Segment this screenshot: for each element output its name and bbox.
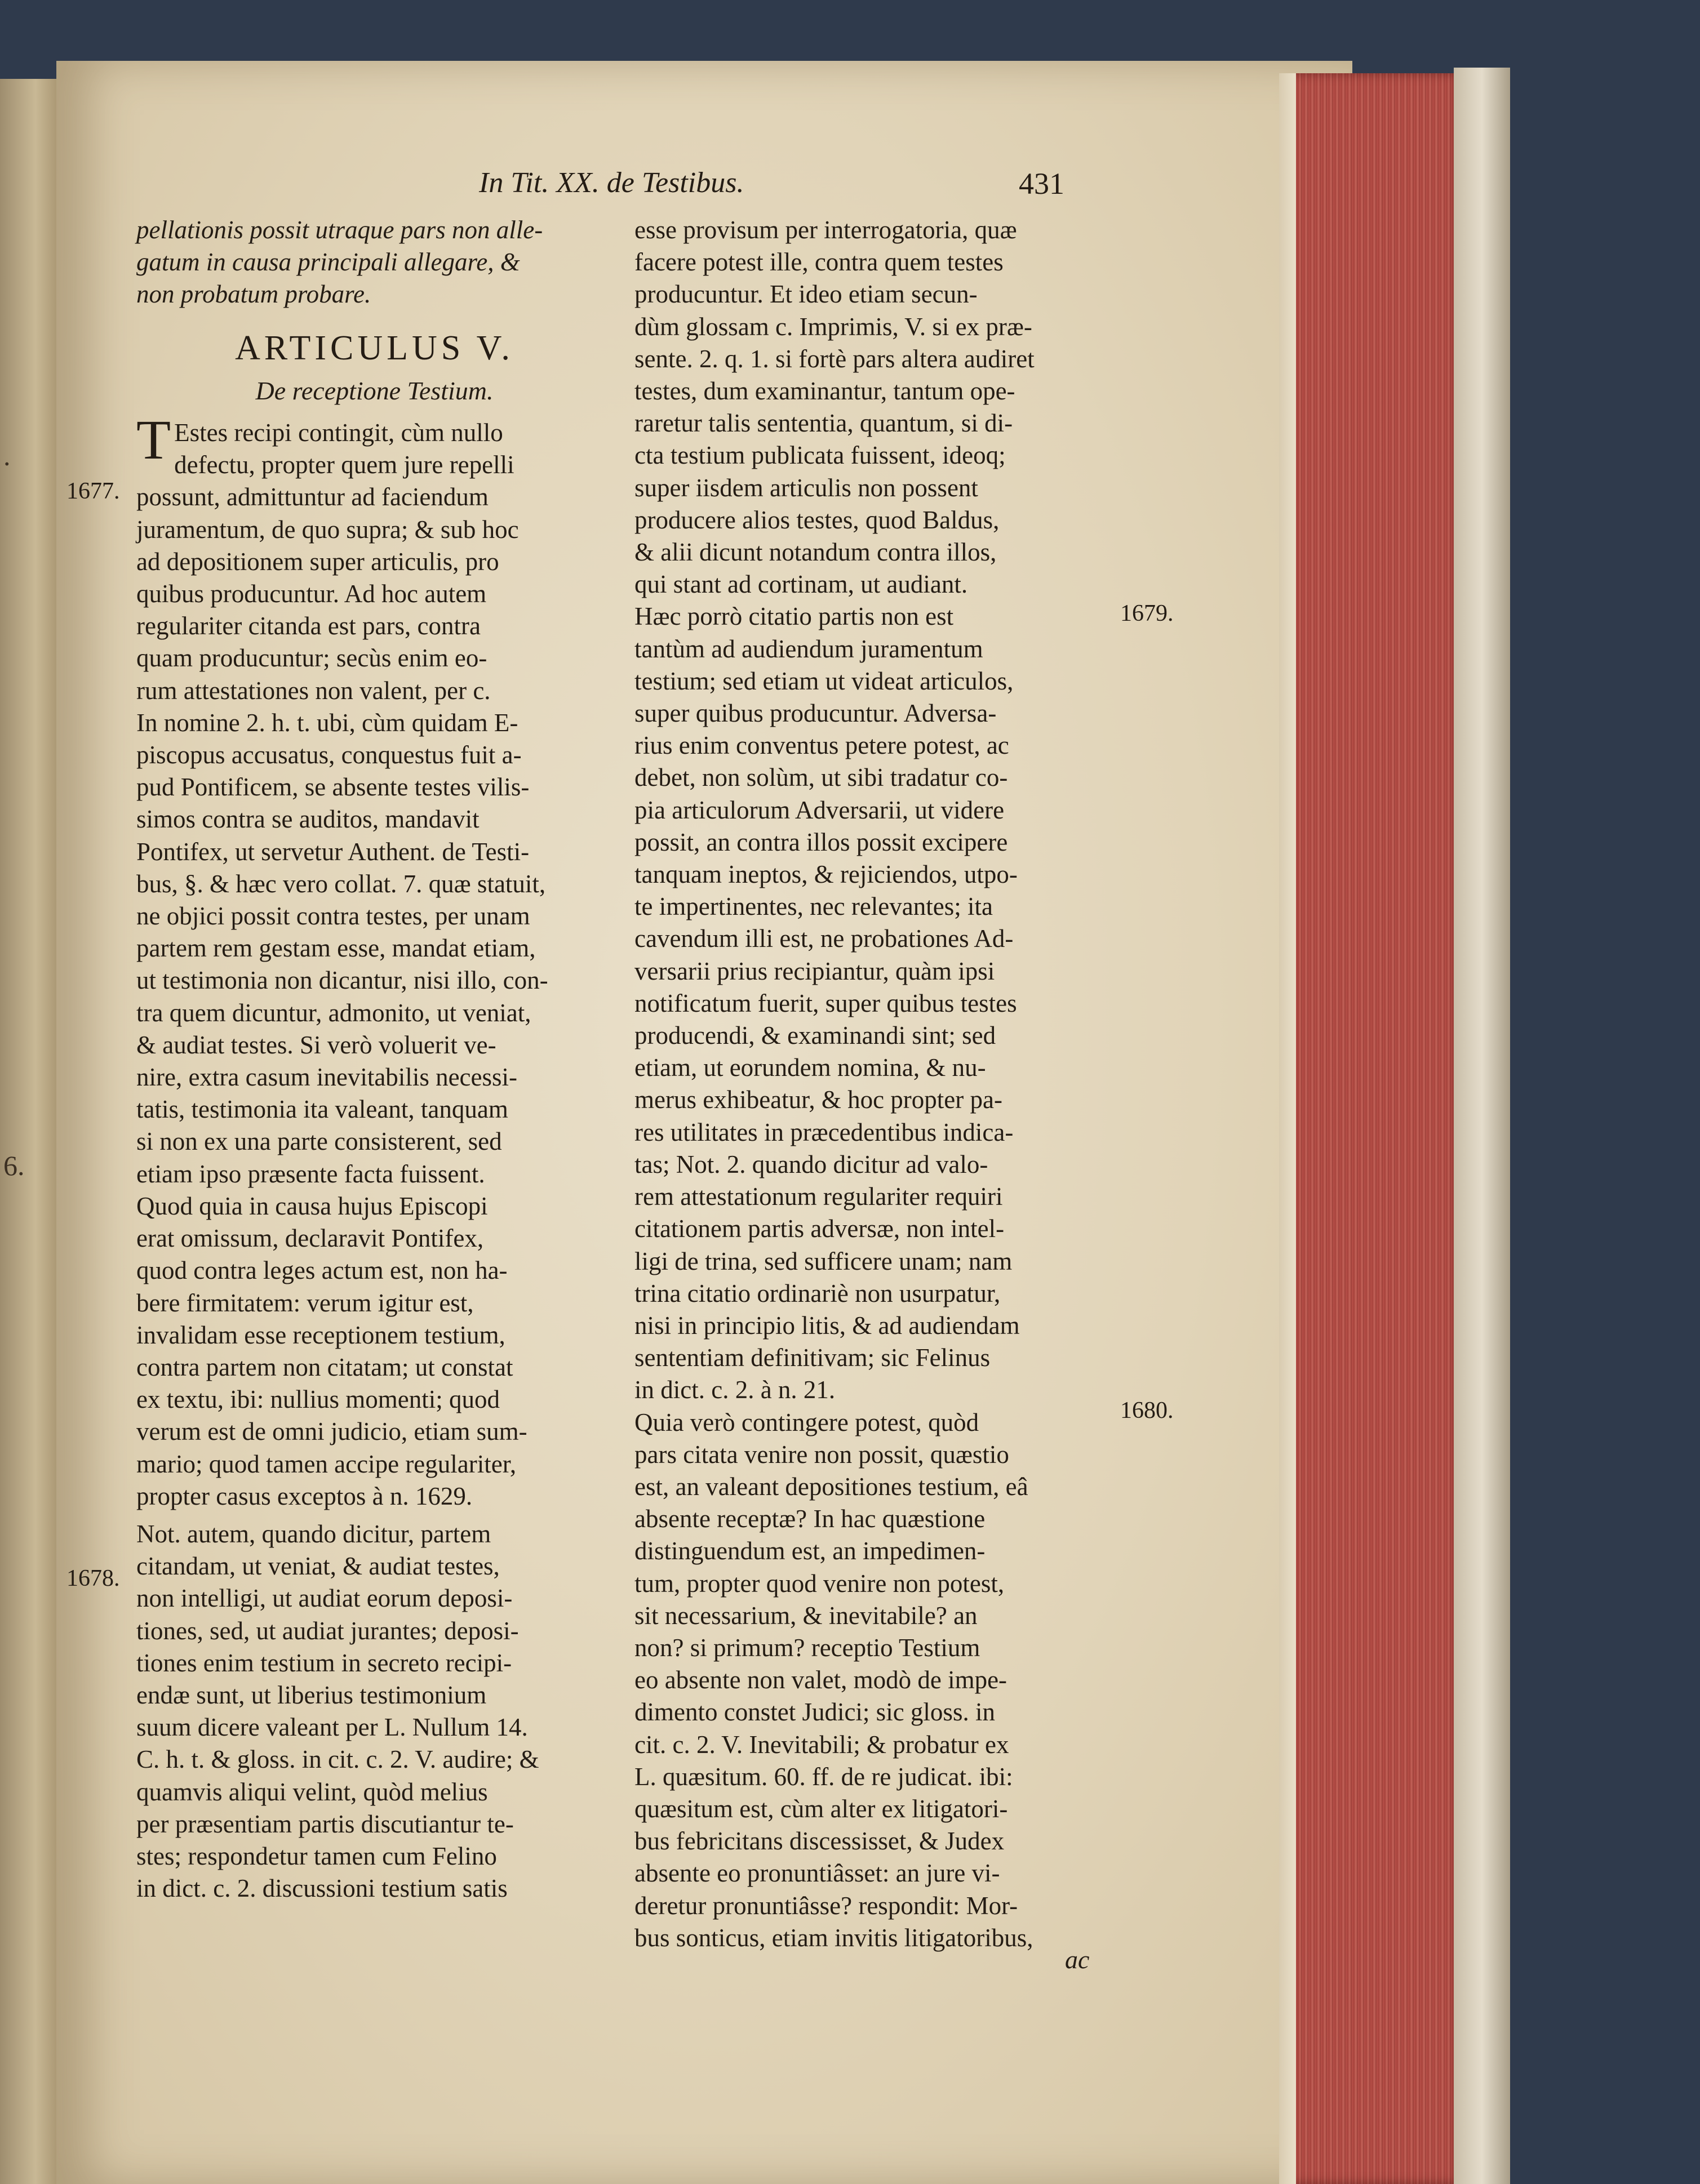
- text-line: simos contra se auditos, mandavit: [136, 805, 480, 834]
- text-line: absente eo pronuntiâsset: an jure vi-: [634, 1859, 1000, 1888]
- text-line: producere alios testes, quod Baldus,: [634, 505, 1000, 534]
- text-line: pellationis possit utraque pars non alle-: [136, 216, 543, 244]
- text-line: verum est de omni judicio, etiam sum-: [136, 1417, 527, 1446]
- text-line: quibus producuntur. Ad hoc autem: [136, 580, 487, 608]
- text-line: invalidam esse receptionem testium,: [136, 1320, 505, 1349]
- right-text-column: [634, 214, 1113, 1954]
- text-line: propter casus exceptos à n. 1629.: [136, 1482, 473, 1510]
- article-heading: ARTICULUS V.: [235, 328, 514, 367]
- text-line: tra quem dicuntur, admonito, ut veniat,: [136, 998, 531, 1027]
- text-line: bere firmitatem: verum igitur est,: [136, 1288, 474, 1317]
- drop-cap: T: [136, 408, 171, 472]
- text-line: L. quæsitum. 60. ff. de re judicat. ibi:: [634, 1762, 1013, 1791]
- text-line: sententiam definitivam; sic Felinus: [634, 1344, 991, 1372]
- verso-fragment: 6.: [3, 1150, 25, 1181]
- running-title: In Tit. XX. de Testibus.: [479, 167, 744, 199]
- text-line: etiam ipso præsente facta fuissent.: [136, 1159, 485, 1188]
- text-line: res utilitates in præcedentibus indica-: [634, 1118, 1014, 1146]
- text-line: bus sonticus, etiam invitis litigatoribus,: [634, 1923, 1033, 1952]
- text-line: testium; sed etiam ut videat articulos,: [634, 666, 1014, 695]
- text-line: in dict. c. 2. discussioni testium satis: [136, 1874, 508, 1903]
- text-line: mario; quod tamen accipe regulariter,: [136, 1449, 517, 1478]
- text-line: non intelligi, ut audiat eorum deposi-: [136, 1584, 513, 1613]
- text-line: piscopus accusatus, conquestus fuit a-: [136, 741, 522, 769]
- text-line: ne objici possit contra testes, per unam: [136, 902, 530, 931]
- left-text-column: [136, 214, 612, 1905]
- text-line: In nomine 2. h. t. ubi, cùm quidam E-: [136, 708, 518, 737]
- text-line: absente receptæ? In hac quæstione: [634, 1505, 986, 1533]
- text-line: tantùm ad audiendum juramentum: [634, 634, 983, 663]
- text-line: Quia verò contingere potest, quòd: [634, 1408, 979, 1436]
- article-subheading: De receptione Testium.: [255, 376, 494, 405]
- text-line: gatum in causa principali allegare, &: [136, 248, 520, 277]
- text-line: Pontifex, ut servetur Authent. de Testi-: [136, 837, 530, 866]
- text-line: si non ex una parte consisterent, sed: [136, 1127, 502, 1156]
- catchword: ac: [1065, 1945, 1090, 1974]
- text-line: esse provisum per interrogatoria, quæ: [634, 216, 1017, 244]
- text-line: notificatum fuerit, super quibus testes: [634, 989, 1017, 1017]
- text-line: tiones, sed, ut audiat jurantes; deposi-: [136, 1616, 519, 1645]
- red-fore-edge: [1296, 73, 1465, 2184]
- text-line: per præsentiam partis discutiantur te-: [136, 1809, 514, 1838]
- text-line: dimento constet Judici; sic gloss. in: [634, 1698, 995, 1727]
- text-line: pars citata venire non possit, quæstio: [634, 1440, 1009, 1469]
- text-line: quam producuntur; secùs enim eo-: [136, 644, 487, 673]
- text-line: tatis, testimonia ita valeant, tanquam: [136, 1095, 508, 1124]
- text-line: versarii prius recipiantur, quàm ipsi: [634, 957, 995, 985]
- text-line: C. h. t. & gloss. in cit. c. 2. V. audire; &: [136, 1745, 539, 1774]
- text-line: cit. c. 2. V. Inevitabili; & probatur ex: [634, 1730, 1009, 1759]
- text-line: sit necessarium, & inevitabile? an: [634, 1601, 978, 1630]
- text-line: etiam, ut eorundem nomina, & nu-: [634, 1053, 986, 1082]
- text-line: rum attestationes non valent, per c.: [136, 676, 491, 705]
- margin-number: 1679.: [1120, 601, 1174, 626]
- margin-number: 1680.: [1120, 1398, 1174, 1424]
- text-line: sente. 2. q. 1. si fortè pars altera audiret: [634, 344, 1035, 373]
- text-line: non probatum probare.: [136, 280, 371, 309]
- text-line: raretur talis sententia, quantum, si di-: [634, 409, 1013, 438]
- text-line: est, an valeant depositiones testium, eâ: [634, 1472, 1028, 1501]
- text-line: cavendum illi est, ne probationes Ad-: [634, 924, 1014, 953]
- text-line: pud Pontificem, se absente testes vilis-: [136, 773, 530, 802]
- text-line: Estes recipi contingit, cùm nullo: [174, 419, 503, 447]
- text-line: dùm glossam c. Imprimis, V. si ex præ-: [634, 312, 1032, 341]
- text-line: citationem partis adversæ, non intel-: [634, 1215, 1005, 1243]
- text-line: quamvis aliqui velint, quòd melius: [136, 1777, 488, 1806]
- text-line: possunt, admittuntur ad faciendum: [136, 483, 489, 511]
- paragraph: [634, 601, 1113, 1406]
- text-line: pia articulorum Adversarii, ut videre: [634, 795, 1005, 824]
- text-line: rius enim conventus petere potest, ac: [634, 731, 1009, 760]
- verso-fragment: .: [3, 440, 11, 472]
- text-line: ad depositionem super articulis, pro: [136, 547, 499, 576]
- paragraph-lines: [136, 408, 612, 1513]
- text-line: testes, dum examinantur, tantum ope-: [634, 377, 1015, 406]
- paragraph: [136, 1518, 612, 1905]
- text-line: stes; respondetur tamen cum Felino: [136, 1842, 497, 1870]
- text-line: rem attestationum regulariter requiri: [634, 1182, 1003, 1211]
- text-line: regulariter citanda est pars, contra: [136, 612, 481, 640]
- text-line: tas; Not. 2. quando dicitur ad valo-: [634, 1150, 988, 1178]
- text-line: nisi in principio litis, & ad audiendam: [634, 1311, 1020, 1340]
- paragraph: [634, 214, 1113, 601]
- text-line: possit, an contra illos possit excipere: [634, 828, 1008, 856]
- text-line: eo absente non valet, modò de impe-: [634, 1666, 1007, 1694]
- paragraph: [136, 408, 612, 1513]
- text-line: quod contra leges actum est, non ha-: [136, 1256, 508, 1285]
- text-line: qui stant ad cortinam, ut audiant.: [634, 570, 968, 599]
- text-line: endæ sunt, ut liberius testimonium: [136, 1680, 487, 1709]
- text-line: Quod quia in causa hujus Episcopi: [136, 1191, 488, 1220]
- text-line: ex textu, ibi: nullius momenti; quod: [136, 1385, 500, 1414]
- text-line: merus exhibeatur, & hoc propter pa-: [634, 1086, 1002, 1114]
- text-line: ligi de trina, sed sufficere unam; nam: [634, 1247, 1013, 1275]
- text-line: partem rem gestam esse, mandat etiam,: [136, 934, 536, 963]
- text-line: te impertinentes, nec relevantes; ita: [634, 892, 993, 921]
- text-line: non? si primum? receptio Testium: [634, 1633, 980, 1662]
- text-line: ut testimonia non dicantur, nisi illo, con-: [136, 966, 548, 995]
- text-line: tum, propter quod venire non potest,: [634, 1569, 1005, 1598]
- page-number: 431: [1019, 167, 1064, 201]
- text-line: bus febricitans discessisset, & Judex: [634, 1827, 1005, 1856]
- text-line: & audiat testes. Si verò voluerit ve-: [136, 1030, 496, 1059]
- text-line: facere potest ille, contra quem testes: [634, 248, 1004, 277]
- text-line: super quibus producuntur. Adversa-: [634, 699, 997, 728]
- text-line: producendi, & examinandi sint; sed: [634, 1021, 996, 1050]
- text-line: quæsitum est, cùm alter ex litigatori-: [634, 1794, 1008, 1823]
- text-line: trina citatio ordinariè non usurpatur,: [634, 1279, 1001, 1307]
- text-line: bus, §. & hæc vero collat. 7. quæ statuit,: [136, 869, 546, 898]
- text-line: deretur pronuntiâsse? respondit: Mor-: [634, 1891, 1018, 1920]
- text-line: tanquam ineptos, & rejiciendos, utpo-: [634, 860, 1018, 889]
- text-line: erat omissum, declaravit Pontifex,: [136, 1224, 484, 1253]
- paragraph: [634, 1407, 1113, 1954]
- margin-number: 1677.: [66, 478, 120, 504]
- text-line: debet, non solùm, ut sibi tradatur co-: [634, 763, 1008, 792]
- text-line: juramentum, de quo supra; & sub hoc: [136, 515, 519, 544]
- text-line: cta testium publicata fuissent, ideoq;: [634, 441, 1006, 470]
- text-line: distinguendum est, an impedimen-: [634, 1537, 986, 1565]
- text-line: in dict. c. 2. à n. 21.: [634, 1376, 836, 1404]
- text-line: Hæc porrò citatio partis non est: [634, 602, 954, 631]
- text-line: producuntur. Et ideo etiam secun-: [634, 280, 978, 309]
- verso-page-edge: [0, 79, 59, 2184]
- text-line: Not. autem, quando dicitur, partem: [136, 1519, 491, 1548]
- book-board-edge: [1454, 68, 1510, 2184]
- text-line: suum dicere valeant per L. Nullum 14.: [136, 1713, 528, 1742]
- margin-number: 1678.: [66, 1565, 120, 1591]
- text-line: citandam, ut veniat, & audiat testes,: [136, 1552, 500, 1581]
- text-line: defectu, propter quem jure repelli: [174, 451, 514, 479]
- text-line: super iisdem articulis non possent: [634, 473, 978, 502]
- text-line: tiones enim testium in secreto recipi-: [136, 1648, 512, 1677]
- text-line: contra partem non citatam; ut constat: [136, 1353, 513, 1381]
- text-line: & alii dicunt notandum contra illos,: [634, 538, 997, 567]
- text-line: nire, extra casum inevitabilis necessi-: [136, 1063, 518, 1092]
